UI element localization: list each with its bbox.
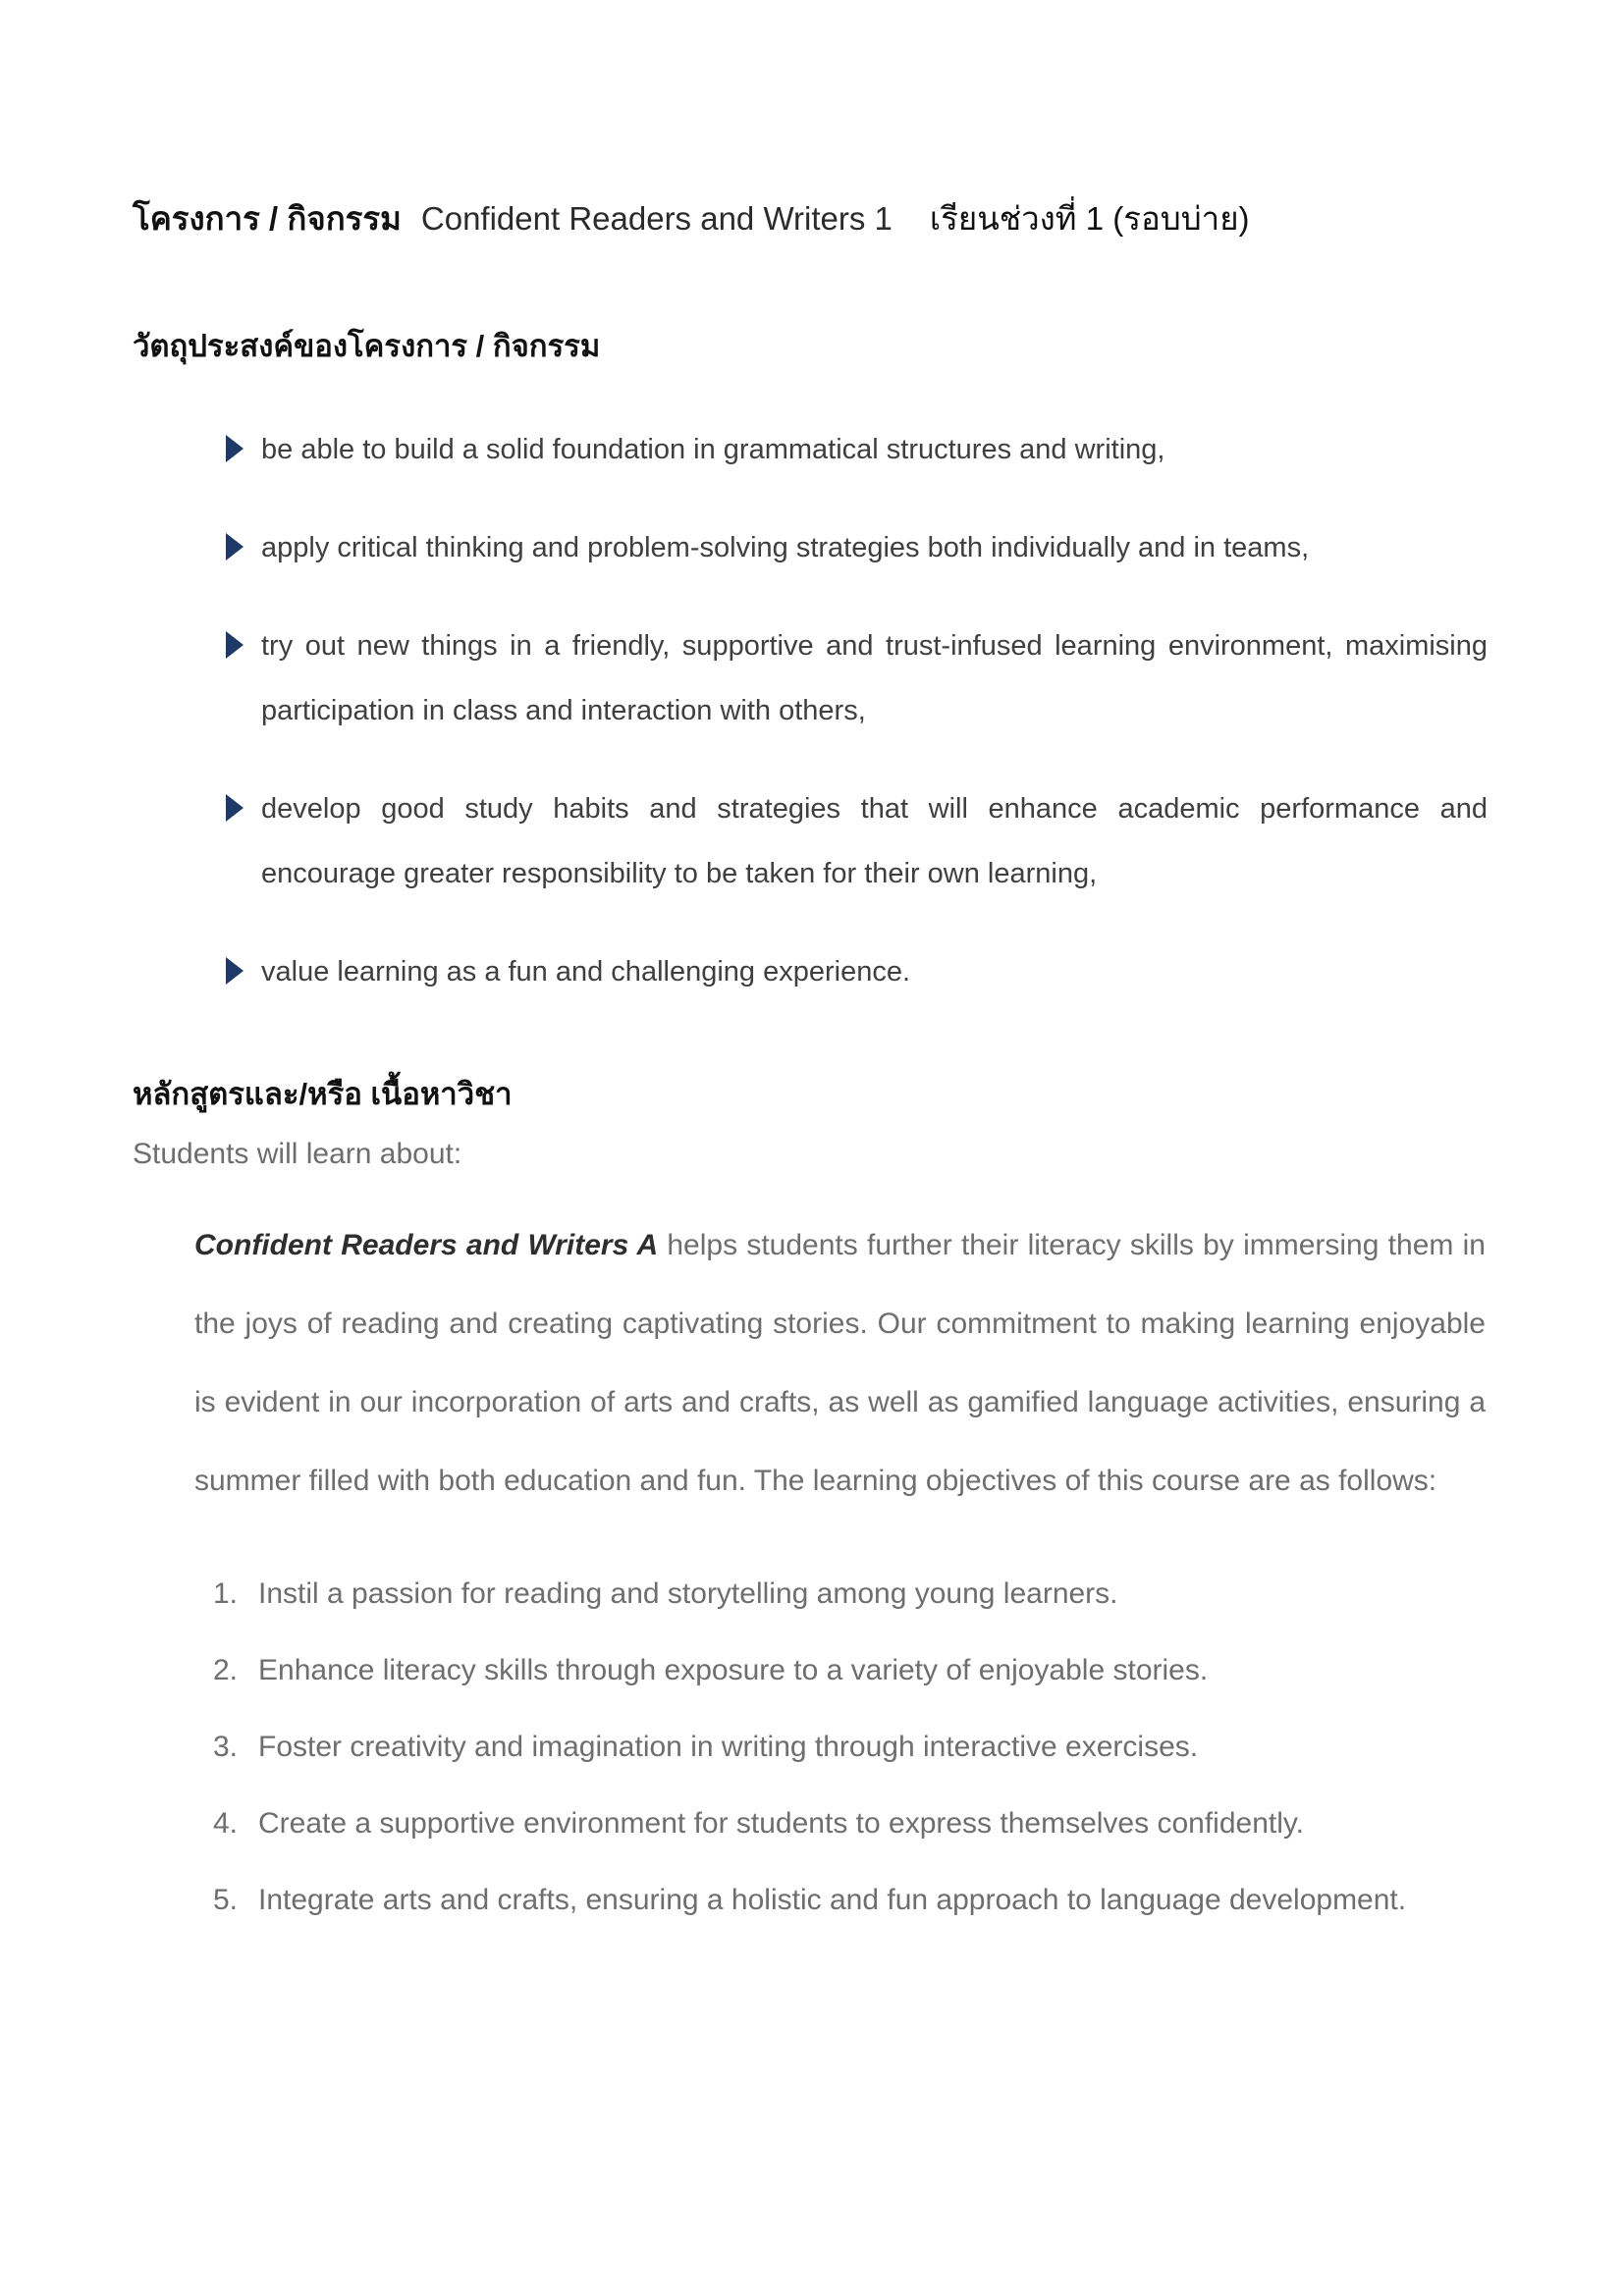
triangle-bullet-icon (226, 533, 244, 561)
triangle-bullet-icon (226, 957, 244, 985)
item-text: Create a supportive environment for students to express themselves confidently. (258, 1807, 1304, 1840)
objective-text: value learning as a fun and challenging experience. (261, 956, 911, 988)
curriculum-intro: Students will learn about: (133, 1138, 462, 1170)
list-item (133, 939, 1488, 1004)
learning-objectives-list (133, 1562, 1488, 1933)
item-number: 3. (213, 1731, 239, 1763)
item-text: Foster creativity and imagination in writing through interactive exercises. (258, 1731, 1199, 1763)
objective-text: try out new things in a friendly, supportive and trust-infused learning environment, maximising participation in class and interaction with others, (261, 630, 1488, 726)
title-session: เรียนช่วงที่ 1 (รอบบ่าย) (929, 200, 1250, 237)
course-description-text: helps students further their literacy skills by immersing them in the joys of reading and creating captivating stories. Our commitment to making learning enjoyable is evident in our incorporation of arts and crafts, as well as gamified language activities, ensuring a summer filled with both education and fun. The learning objectives of this course are as follows: (194, 1229, 1486, 1497)
objective-text: develop good study habits and strategies that will enhance academic performance and encourage greater responsibility to be taken for their own learning, (261, 793, 1488, 889)
page-title (133, 192, 1488, 244)
list-item (133, 1715, 1488, 1780)
item-number: 4. (213, 1807, 239, 1840)
item-number: 2. (213, 1654, 239, 1686)
course-description-paragraph (194, 1206, 1486, 1521)
item-number: 1. (213, 1577, 239, 1610)
objective-text: be able to build a solid foundation in grammatical structures and writing, (261, 434, 1165, 465)
item-text: Enhance literacy skills through exposure to a variety of enjoyable stories. (258, 1654, 1209, 1686)
triangle-bullet-icon (226, 794, 244, 822)
list-item (133, 776, 1488, 906)
list-item (133, 417, 1488, 482)
objectives-heading: วัตถุประสงค์ของโครงการ / กิจกรรม (133, 329, 601, 363)
title-course-name: Confident Readers and Writers 1 (420, 200, 893, 237)
list-item (133, 515, 1488, 580)
list-item (133, 1868, 1488, 1933)
item-number: 5. (213, 1884, 239, 1916)
triangle-bullet-icon (226, 435, 244, 462)
item-text: Instil a passion for reading and storytelling among young learners. (258, 1577, 1118, 1610)
title-thai-label: โครงการ / กิจกรรม (133, 200, 402, 237)
list-item (133, 1638, 1488, 1703)
document-content (133, 192, 1488, 1933)
curriculum-heading: หลักสูตรและ/หรือ เนื้อหาวิชา (133, 1077, 513, 1111)
objective-text: apply critical thinking and problem-solving strategies both individually and in teams, (261, 532, 1310, 563)
list-item (133, 1791, 1488, 1856)
list-item (133, 1562, 1488, 1627)
course-name-emphasis: Confident Readers and Writers A (194, 1229, 659, 1261)
objectives-list (133, 417, 1488, 1004)
triangle-bullet-icon (226, 631, 244, 659)
list-item (133, 614, 1488, 743)
item-text: Integrate arts and crafts, ensuring a holistic and fun approach to language development. (258, 1884, 1407, 1916)
